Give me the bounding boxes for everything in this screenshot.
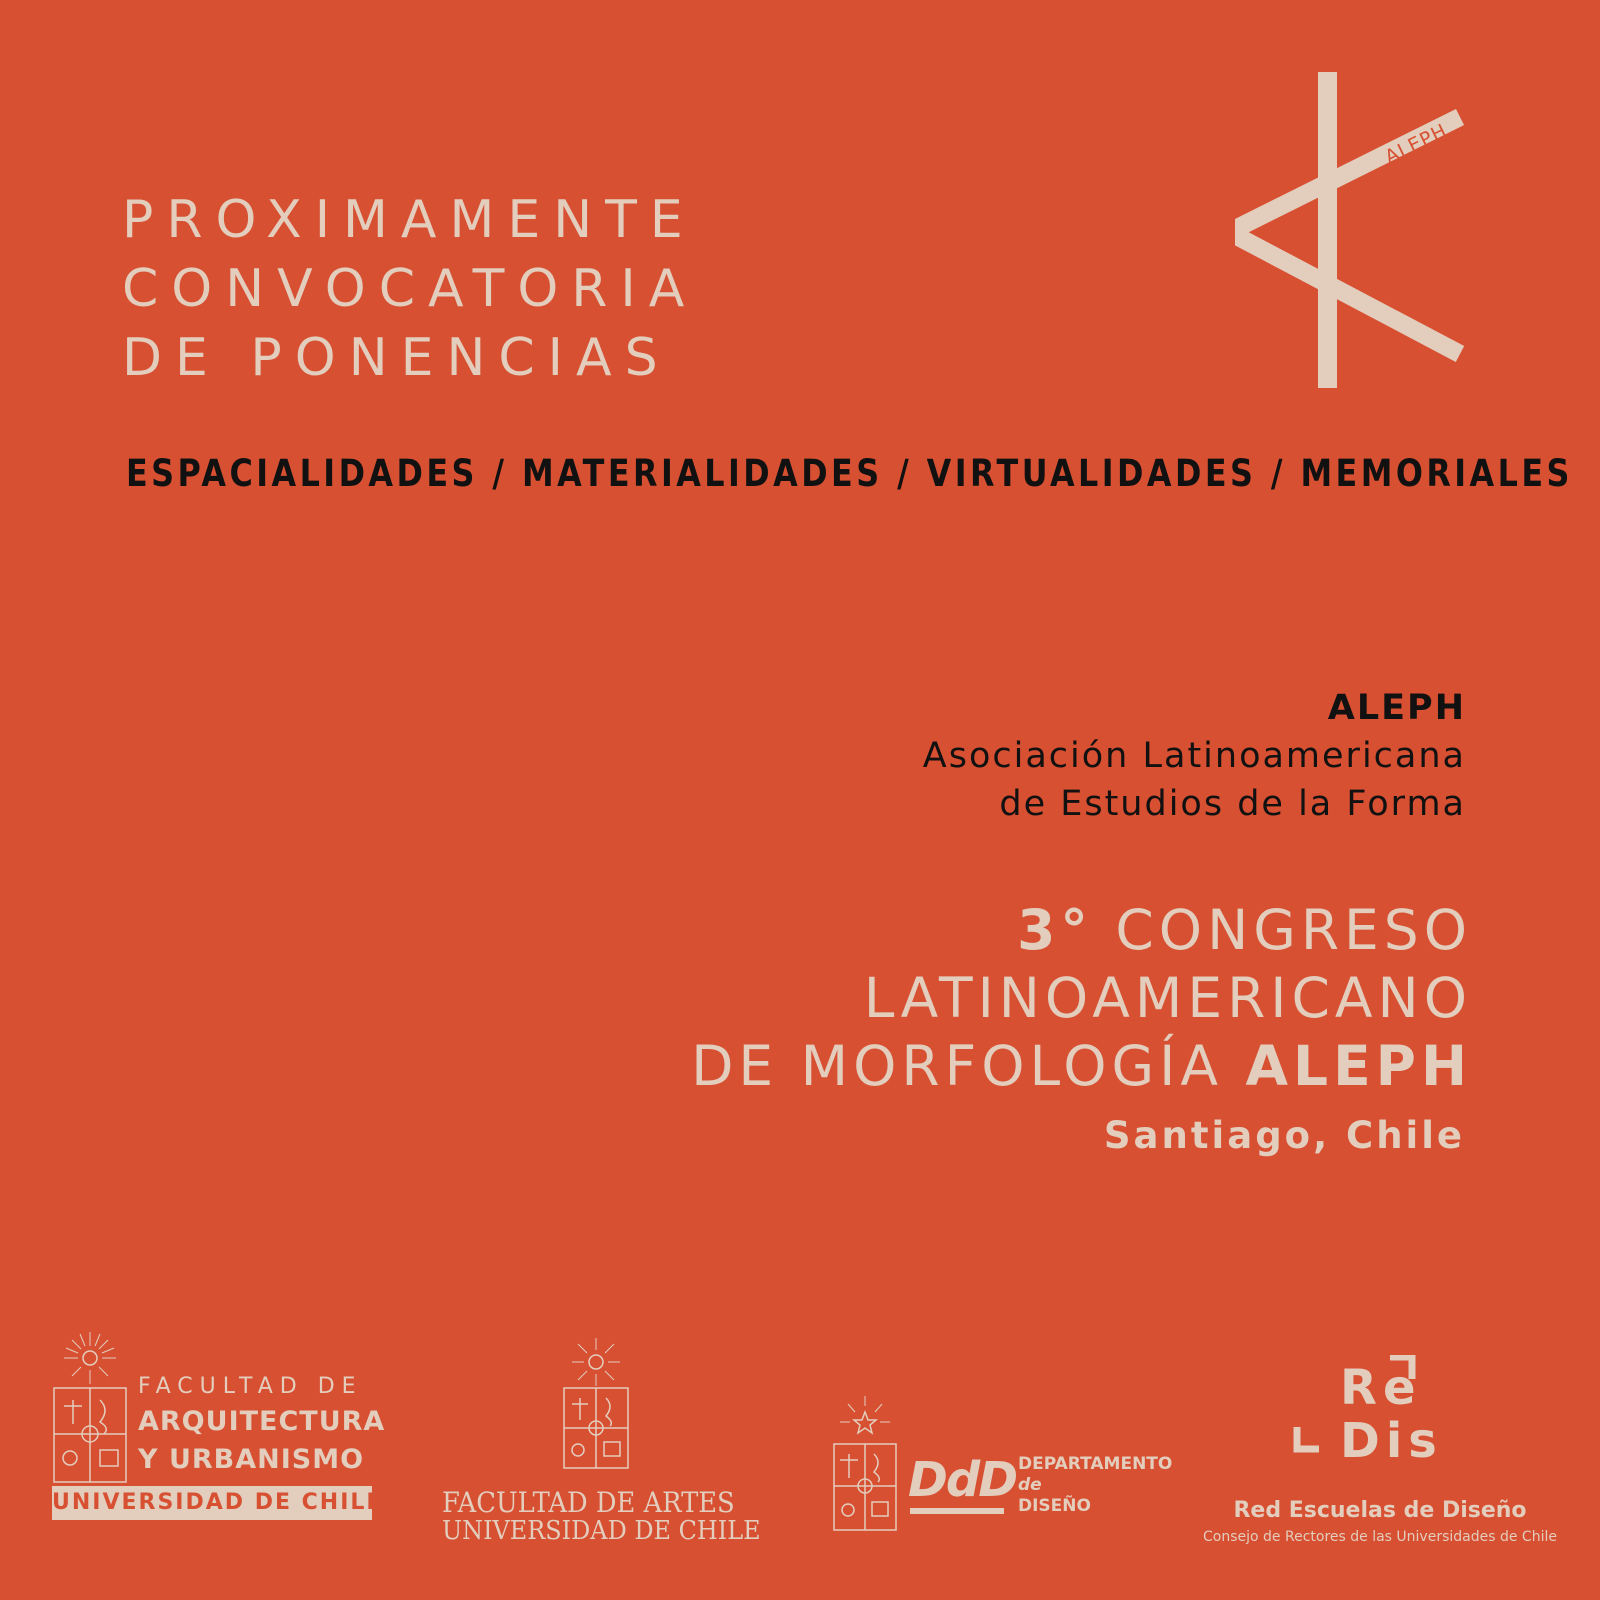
dd-logo bbox=[830, 1400, 1173, 1550]
fau-university-bar: UNIVERSIDAD DE CHILE bbox=[52, 1486, 372, 1520]
dd-mark: DdD bbox=[908, 1452, 1017, 1508]
congress-line-3 bbox=[691, 1032, 1472, 1100]
congress-line-1-rest: CONGRESO bbox=[1092, 898, 1472, 962]
congress-line-1 bbox=[691, 896, 1472, 964]
congress-title bbox=[691, 896, 1472, 1100]
dd-mark-underline bbox=[910, 1508, 1004, 1514]
headline-line-1: PROXIMAMENTE bbox=[122, 190, 696, 250]
aleph-logo bbox=[1235, 72, 1475, 402]
artes-logo bbox=[440, 1338, 770, 1548]
dd-line-1: DEPARTAMENTO bbox=[1018, 1454, 1173, 1474]
association-line-1: Asociación Latinoamericana bbox=[922, 736, 1466, 776]
redis-name: Red Escuelas de Diseño bbox=[1233, 1498, 1527, 1523]
aleph-logo-label: ALEPH bbox=[1381, 119, 1451, 169]
congress-number: 3° bbox=[1017, 898, 1093, 962]
headline bbox=[122, 186, 697, 393]
association-block bbox=[923, 684, 1466, 828]
association-acronym: ALEPH bbox=[1327, 688, 1466, 728]
dd-line-3: DISEÑO bbox=[1018, 1496, 1091, 1516]
uchile-crest-icon bbox=[52, 1326, 132, 1486]
congress-line-2: LATINOAMERICANO bbox=[863, 966, 1472, 1030]
association-line-2: de Estudios de la Forma bbox=[999, 784, 1466, 824]
uchile-crest-icon bbox=[830, 1394, 900, 1534]
redis-logo bbox=[1200, 1355, 1560, 1555]
redis-re: Re bbox=[1340, 1360, 1422, 1416]
artes-line-1: FACULTAD DE ARTES bbox=[442, 1486, 735, 1519]
topics-line: ESPACIALIDADES / MATERIALIDADES / VIRTUALIDADES / MEMORIALES bbox=[126, 452, 1573, 495]
dd-line-2: de bbox=[1018, 1475, 1042, 1495]
artes-line-2: UNIVERSIDAD DE CHILE bbox=[442, 1516, 761, 1546]
congress-line-3-bold: ALEPH bbox=[1245, 1034, 1472, 1098]
redis-subtitle: Consejo de Rectores de las Universidades de Chile bbox=[1203, 1529, 1557, 1545]
redis-dis: Dis bbox=[1340, 1413, 1443, 1469]
fau-line-3: Y URBANISMO bbox=[138, 1444, 365, 1475]
uchile-crest-icon bbox=[556, 1336, 636, 1476]
fau-line-2: ARQUITECTURA bbox=[138, 1406, 386, 1437]
congress-city: Santiago, Chile bbox=[1103, 1114, 1465, 1157]
congress-line-3-pre: DE MORFOLOGÍA bbox=[691, 1034, 1246, 1098]
headline-line-2: CONVOCATORIA bbox=[122, 259, 698, 319]
fau-line-1: FACULTAD DE bbox=[138, 1374, 363, 1399]
fau-logo bbox=[52, 1338, 386, 1548]
headline-line-3: DE PONENCIAS bbox=[122, 328, 671, 388]
